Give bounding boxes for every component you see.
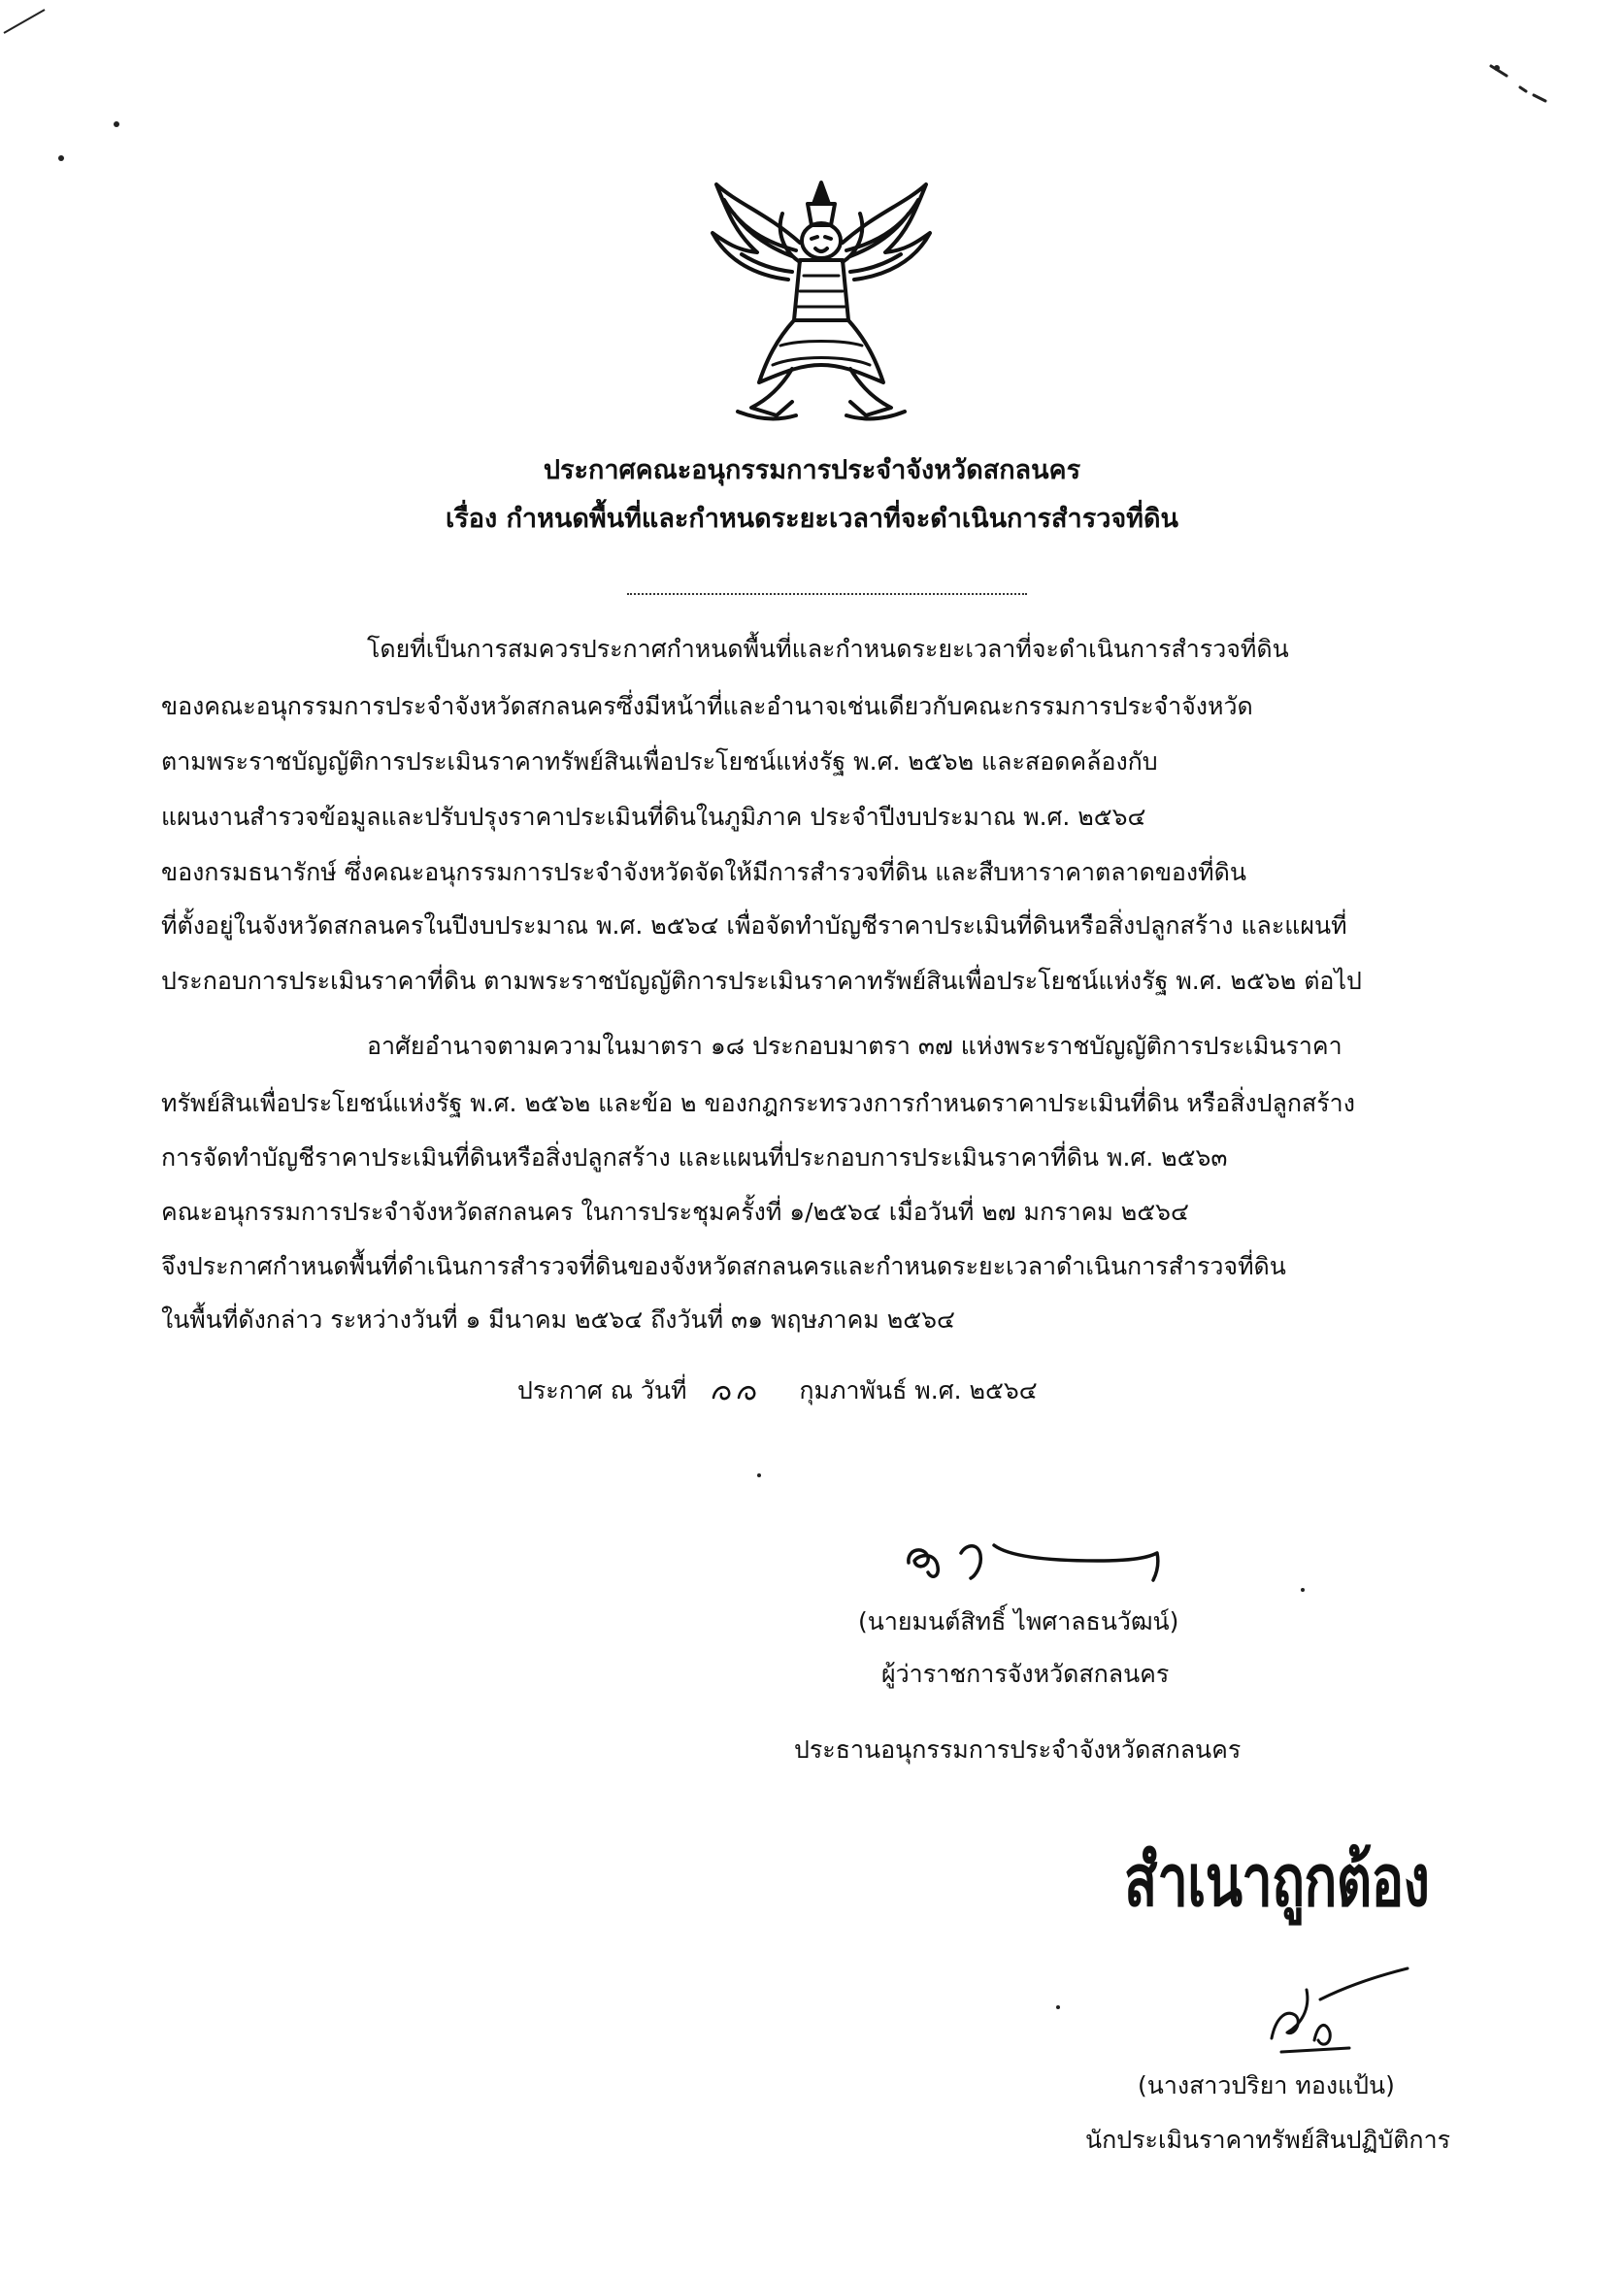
paragraph-2-line: จึงประกาศกำหนดพื้นที่ดำเนินการสำรวจที่ดินของจังหวัดสกลนครและกำหนดระยะเวลาดำเนินการสำรวจที่ดิน bbox=[161, 1252, 1286, 1280]
paragraph-1-line: ตามพระราชบัญญัติการประเมินราคาทรัพย์สินเพื่อประโยชน์แห่งรัฐ พ.ศ. ๒๕๖๒ และสอดคล้องกับ bbox=[161, 747, 1158, 776]
announcement-date bbox=[517, 1371, 1038, 1410]
date-suffix: กุมภาพันธ์ พ.ศ. ๒๕๖๔ bbox=[799, 1376, 1038, 1404]
announcement-title: ประกาศคณะอนุกรรมการประจำจังหวัดสกลนคร bbox=[543, 455, 1081, 485]
signatory-position: ผู้ว่าราชการจังหวัดสกลนคร bbox=[881, 1660, 1170, 1688]
scan-mark bbox=[1485, 58, 1553, 107]
certifier-signature bbox=[1262, 1951, 1417, 2058]
certifier-position: นักประเมินราคาทรัพย์สินปฏิบัติการ bbox=[1085, 2126, 1451, 2154]
paragraph-1-line: โดยที่เป็นการสมควรประกาศกำหนดพื้นที่และกำหนดระยะเวลาที่จะดำเนินการสำรวจที่ดิน bbox=[367, 635, 1289, 663]
paragraph-1-line: ประกอบการประเมินราคาที่ดิน ตามพระราชบัญญัติการประเมินราคาทรัพย์สินเพื่อประโยชน์แห่งรัฐ พ.ศ. ๒๕๖๒ ต่อไป bbox=[161, 967, 1362, 995]
garuda-emblem bbox=[699, 175, 944, 425]
scan-speck bbox=[1056, 2005, 1060, 2009]
governor-signature bbox=[903, 1524, 1194, 1592]
certified-copy-stamp: สำเนาถูกต้อง bbox=[1124, 1839, 1430, 1923]
scan-speck bbox=[1301, 1588, 1305, 1592]
signatory-role: ประธานอนุกรรมการประจำจังหวัดสกลนคร bbox=[794, 1735, 1242, 1764]
paragraph-2-line: การจัดทำบัญชีราคาประเมินที่ดินหรือสิ่งปลูกสร้าง และแผนที่ประกอบการประเมินราคาที่ดิน พ.ศ. ๒๕๖๓ bbox=[161, 1143, 1228, 1172]
paragraph-1-line: ของคณะอนุกรรมการประจำจังหวัดสกลนครซึ่งมีหน้าที่และอำนาจเช่นเดียวกับคณะกรรมการประจำจังหวัด bbox=[161, 692, 1253, 720]
title-separator bbox=[627, 593, 1027, 595]
paragraph-2-line: ทรัพย์สินเพื่อประโยชน์แห่งรัฐ พ.ศ. ๒๕๖๒ และข้อ ๒ ของกฎกระทรวงการกำหนดราคาประเมินที่ดิน หรือสิ่งปลูกสร้าง bbox=[161, 1089, 1355, 1117]
scan-mark bbox=[2, 6, 49, 35]
paragraph-1-line: แผนงานสำรวจข้อมูลและปรับปรุงราคาประเมินที่ดินในภูมิภาค ประจำปีงบประมาณ พ.ศ. ๒๕๖๔ bbox=[161, 803, 1146, 831]
certifier-name: (นางสาวปริยา ทองแป้น) bbox=[1138, 2071, 1395, 2099]
paragraph-1-line: ของกรมธนารักษ์ ซึ่งคณะอนุกรรมการประจำจังหวัดจัดให้มีการสำรวจที่ดิน และสืบหาราคาตลาดของที่ดิน bbox=[161, 858, 1246, 886]
paragraph-2-line: ในพื้นที่ดังกล่าว ระหว่างวันที่ ๑ มีนาคม ๒๕๖๔ ถึงวันที่ ๓๑ พฤษภาคม ๒๕๖๔ bbox=[161, 1305, 955, 1334]
scan-speck bbox=[757, 1473, 761, 1477]
paragraph-1-line: ที่ตั้งอยู่ในจังหวัดสกลนครในปีงบประมาณ พ.ศ. ๒๕๖๔ เพื่อจัดทำบัญชีราคาประเมินที่ดินหรือสิ่งปลูกสร้าง และแผนที่ bbox=[161, 911, 1347, 940]
handwritten-day bbox=[710, 1376, 778, 1405]
signatory-name: (นายมนต์สิทธิ์ ไพศาลธนวัฒน์) bbox=[858, 1607, 1179, 1636]
announcement-subject: เรื่อง กำหนดพื้นที่และกำหนดระยะเวลาที่จะดำเนินการสำรวจที่ดิน bbox=[446, 504, 1178, 534]
date-prefix: ประกาศ ณ วันที่ bbox=[517, 1376, 687, 1404]
paragraph-2-line: คณะอนุกรรมการประจำจังหวัดสกลนคร ในการประชุมครั้งที่ ๑/๒๕๖๔ เมื่อวันที่ ๒๗ มกราคม ๒๕๖๔ bbox=[161, 1198, 1189, 1226]
scan-speck bbox=[58, 155, 64, 161]
scan-speck bbox=[114, 121, 119, 127]
paragraph-2-line: อาศัยอำนาจตามความในมาตรา ๑๘ ประกอบมาตรา ๓๗ แห่งพระราชบัญญัติการประเมินราคา bbox=[367, 1032, 1342, 1060]
